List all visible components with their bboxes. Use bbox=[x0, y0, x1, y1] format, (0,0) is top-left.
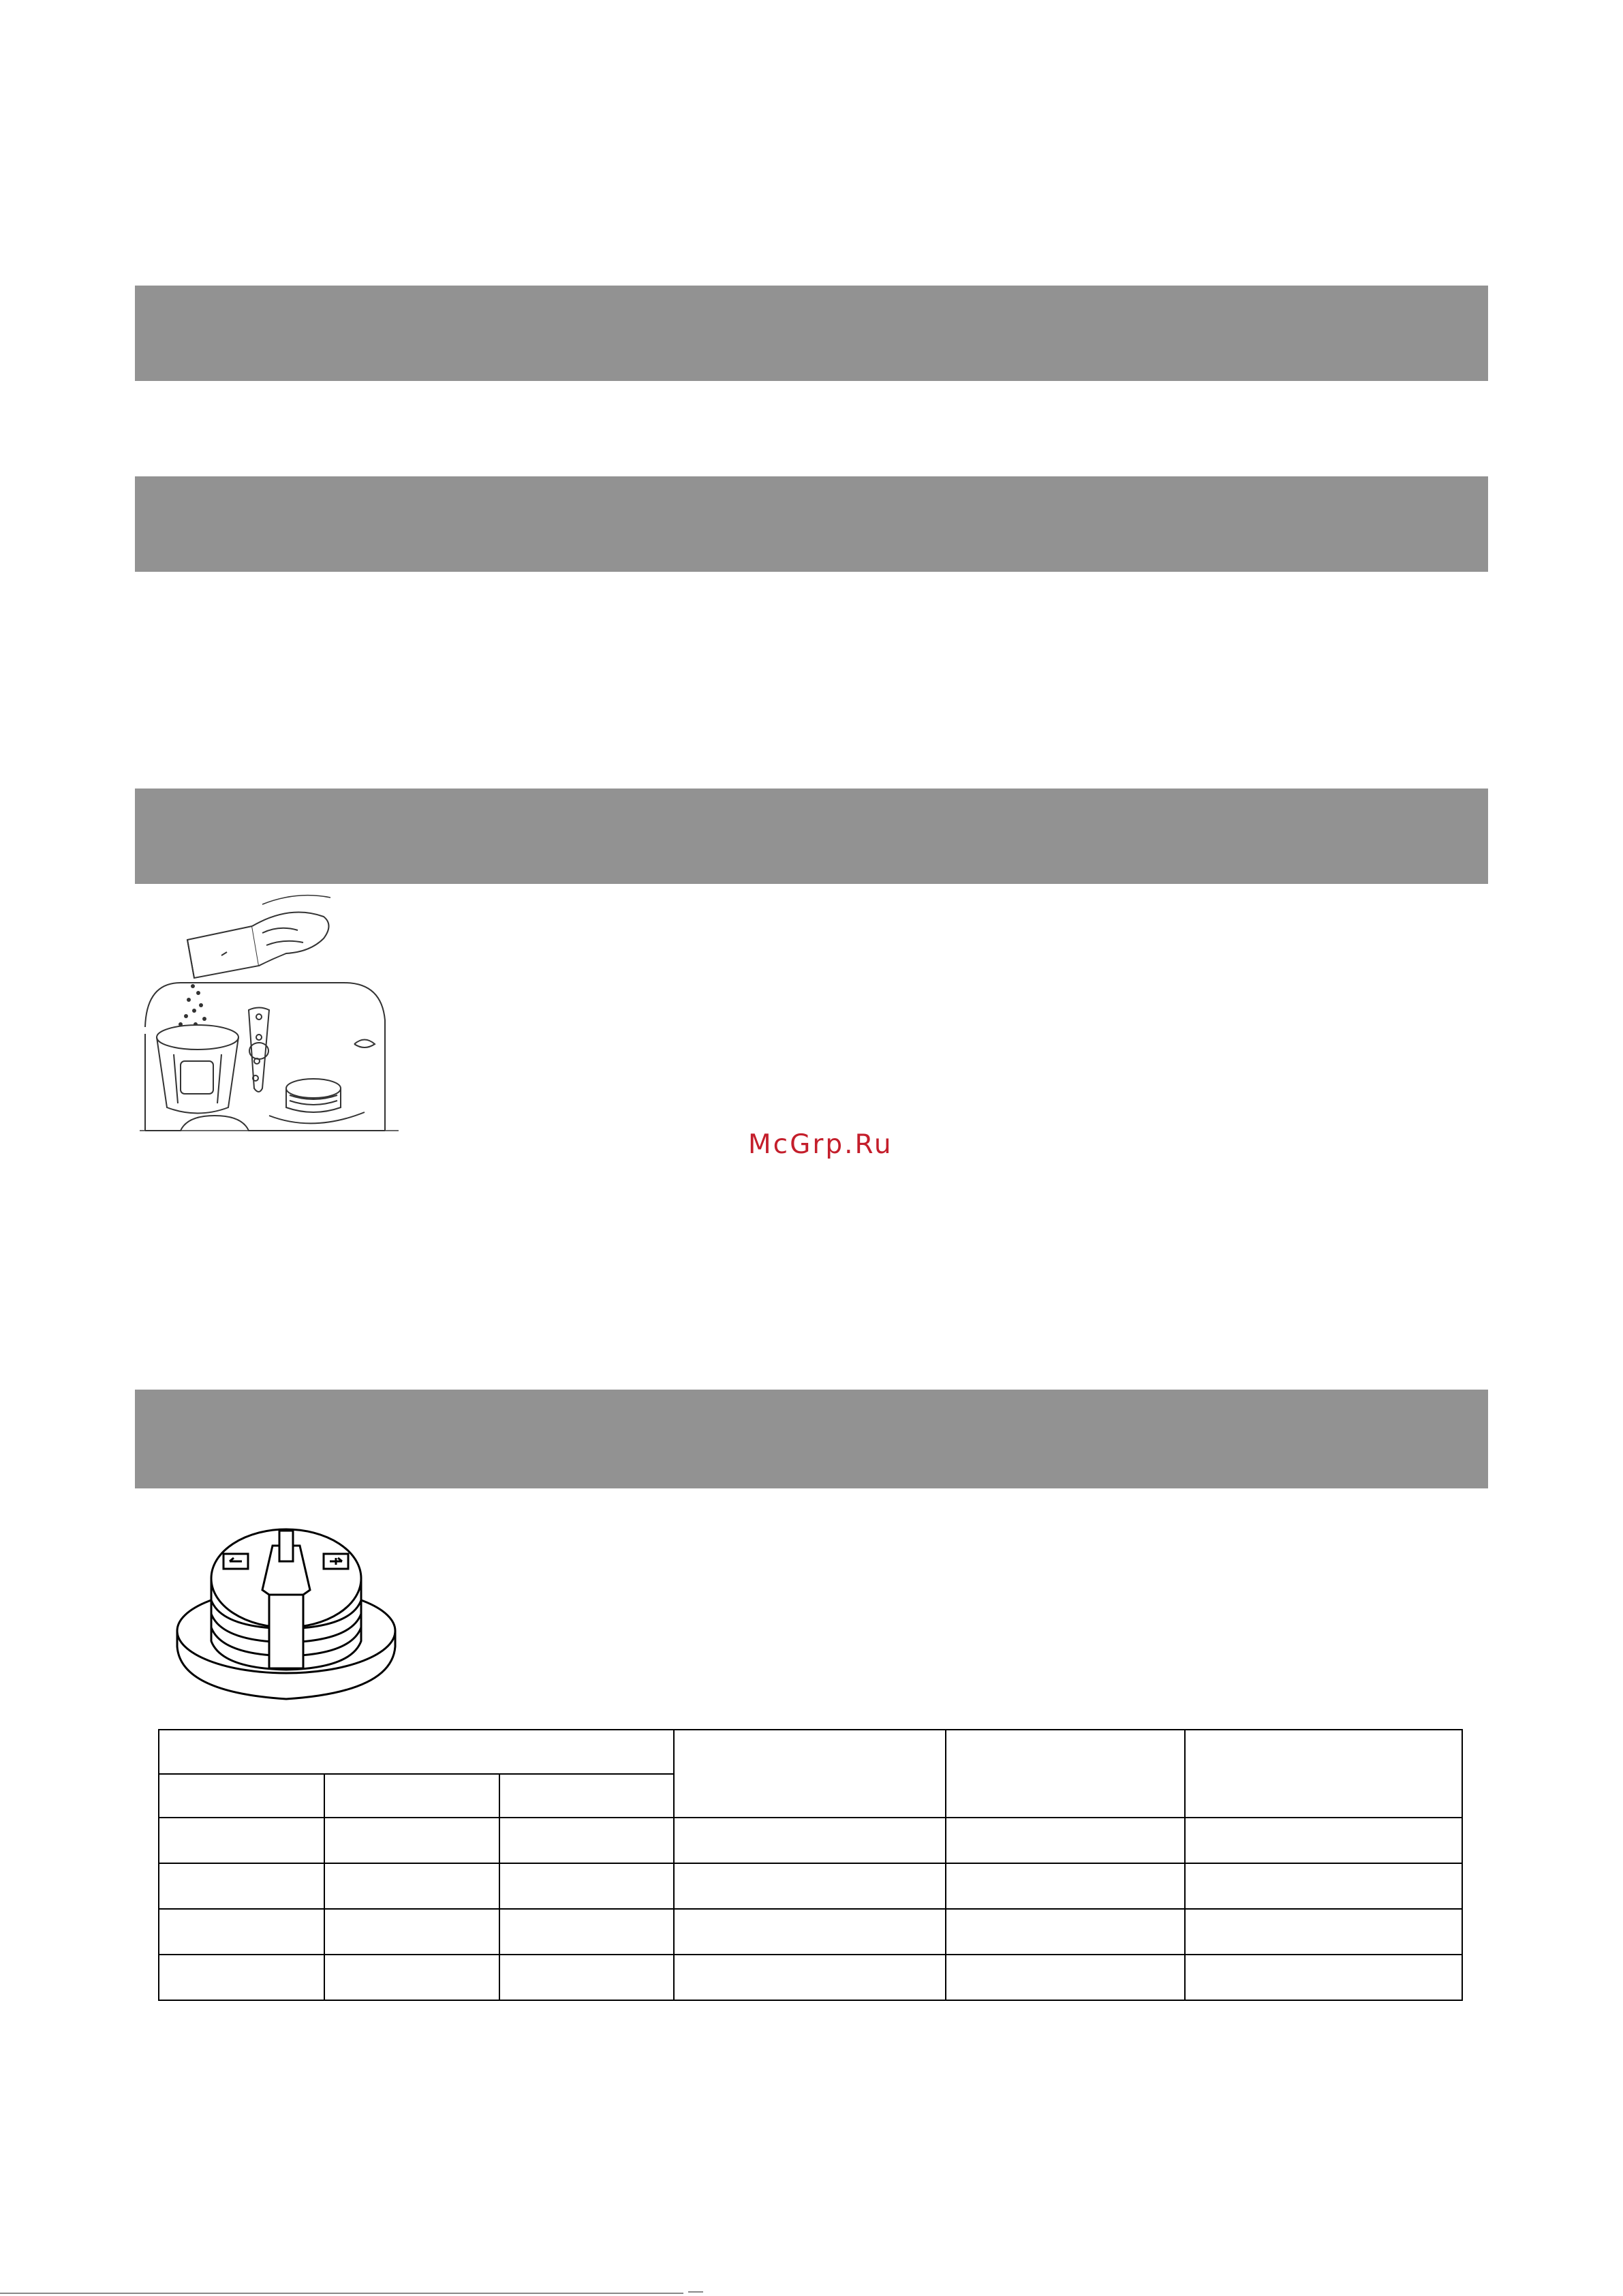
table-cell bbox=[946, 1909, 1185, 1955]
table-cell bbox=[1185, 1863, 1462, 1909]
table-row bbox=[159, 1818, 1462, 1863]
section-header-4 bbox=[135, 1390, 1488, 1488]
table-cell bbox=[1185, 1955, 1462, 2000]
table-cell bbox=[159, 1955, 324, 2000]
table-cell bbox=[946, 1818, 1185, 1863]
table-cell bbox=[159, 1818, 324, 1863]
header-col-5 bbox=[946, 1730, 1185, 1818]
section-header-1 bbox=[135, 286, 1488, 381]
salt-pouring-icon bbox=[140, 891, 399, 1163]
table-cell bbox=[159, 1863, 324, 1909]
table-row bbox=[159, 1909, 1462, 1955]
water-hardness-table bbox=[158, 1729, 1463, 2001]
table-cell bbox=[324, 1818, 499, 1863]
table-cell bbox=[499, 1909, 674, 1955]
table-cell bbox=[499, 1863, 674, 1909]
header-sub-2 bbox=[324, 1774, 499, 1818]
table-cell bbox=[499, 1955, 674, 2000]
watermark: McGrp.Ru bbox=[748, 1129, 893, 1160]
header-group-cell bbox=[159, 1730, 674, 1774]
header-col-4 bbox=[674, 1730, 946, 1818]
table-cell bbox=[1185, 1818, 1462, 1863]
table-cell bbox=[159, 1909, 324, 1955]
section-header-3 bbox=[135, 789, 1488, 884]
footer-mark bbox=[688, 2291, 703, 2296]
header-sub-1 bbox=[159, 1774, 324, 1818]
table-cell bbox=[324, 1863, 499, 1909]
table-cell bbox=[946, 1955, 1185, 2000]
table-cell bbox=[674, 1818, 946, 1863]
header-sub-3 bbox=[499, 1774, 674, 1818]
table-cell bbox=[324, 1955, 499, 2000]
softener-dial-icon bbox=[174, 1498, 399, 1723]
table-cell bbox=[674, 1909, 946, 1955]
table-cell bbox=[674, 1955, 946, 2000]
table-cell bbox=[1185, 1909, 1462, 1955]
footer-rule bbox=[0, 2293, 683, 2294]
table-row bbox=[159, 1955, 1462, 2000]
table-cell bbox=[674, 1863, 946, 1909]
header-col-6 bbox=[1185, 1730, 1462, 1818]
table-row bbox=[159, 1863, 1462, 1909]
section-header-2 bbox=[135, 476, 1488, 572]
table-cell bbox=[499, 1818, 674, 1863]
table-cell bbox=[946, 1863, 1185, 1909]
table-cell bbox=[324, 1909, 499, 1955]
